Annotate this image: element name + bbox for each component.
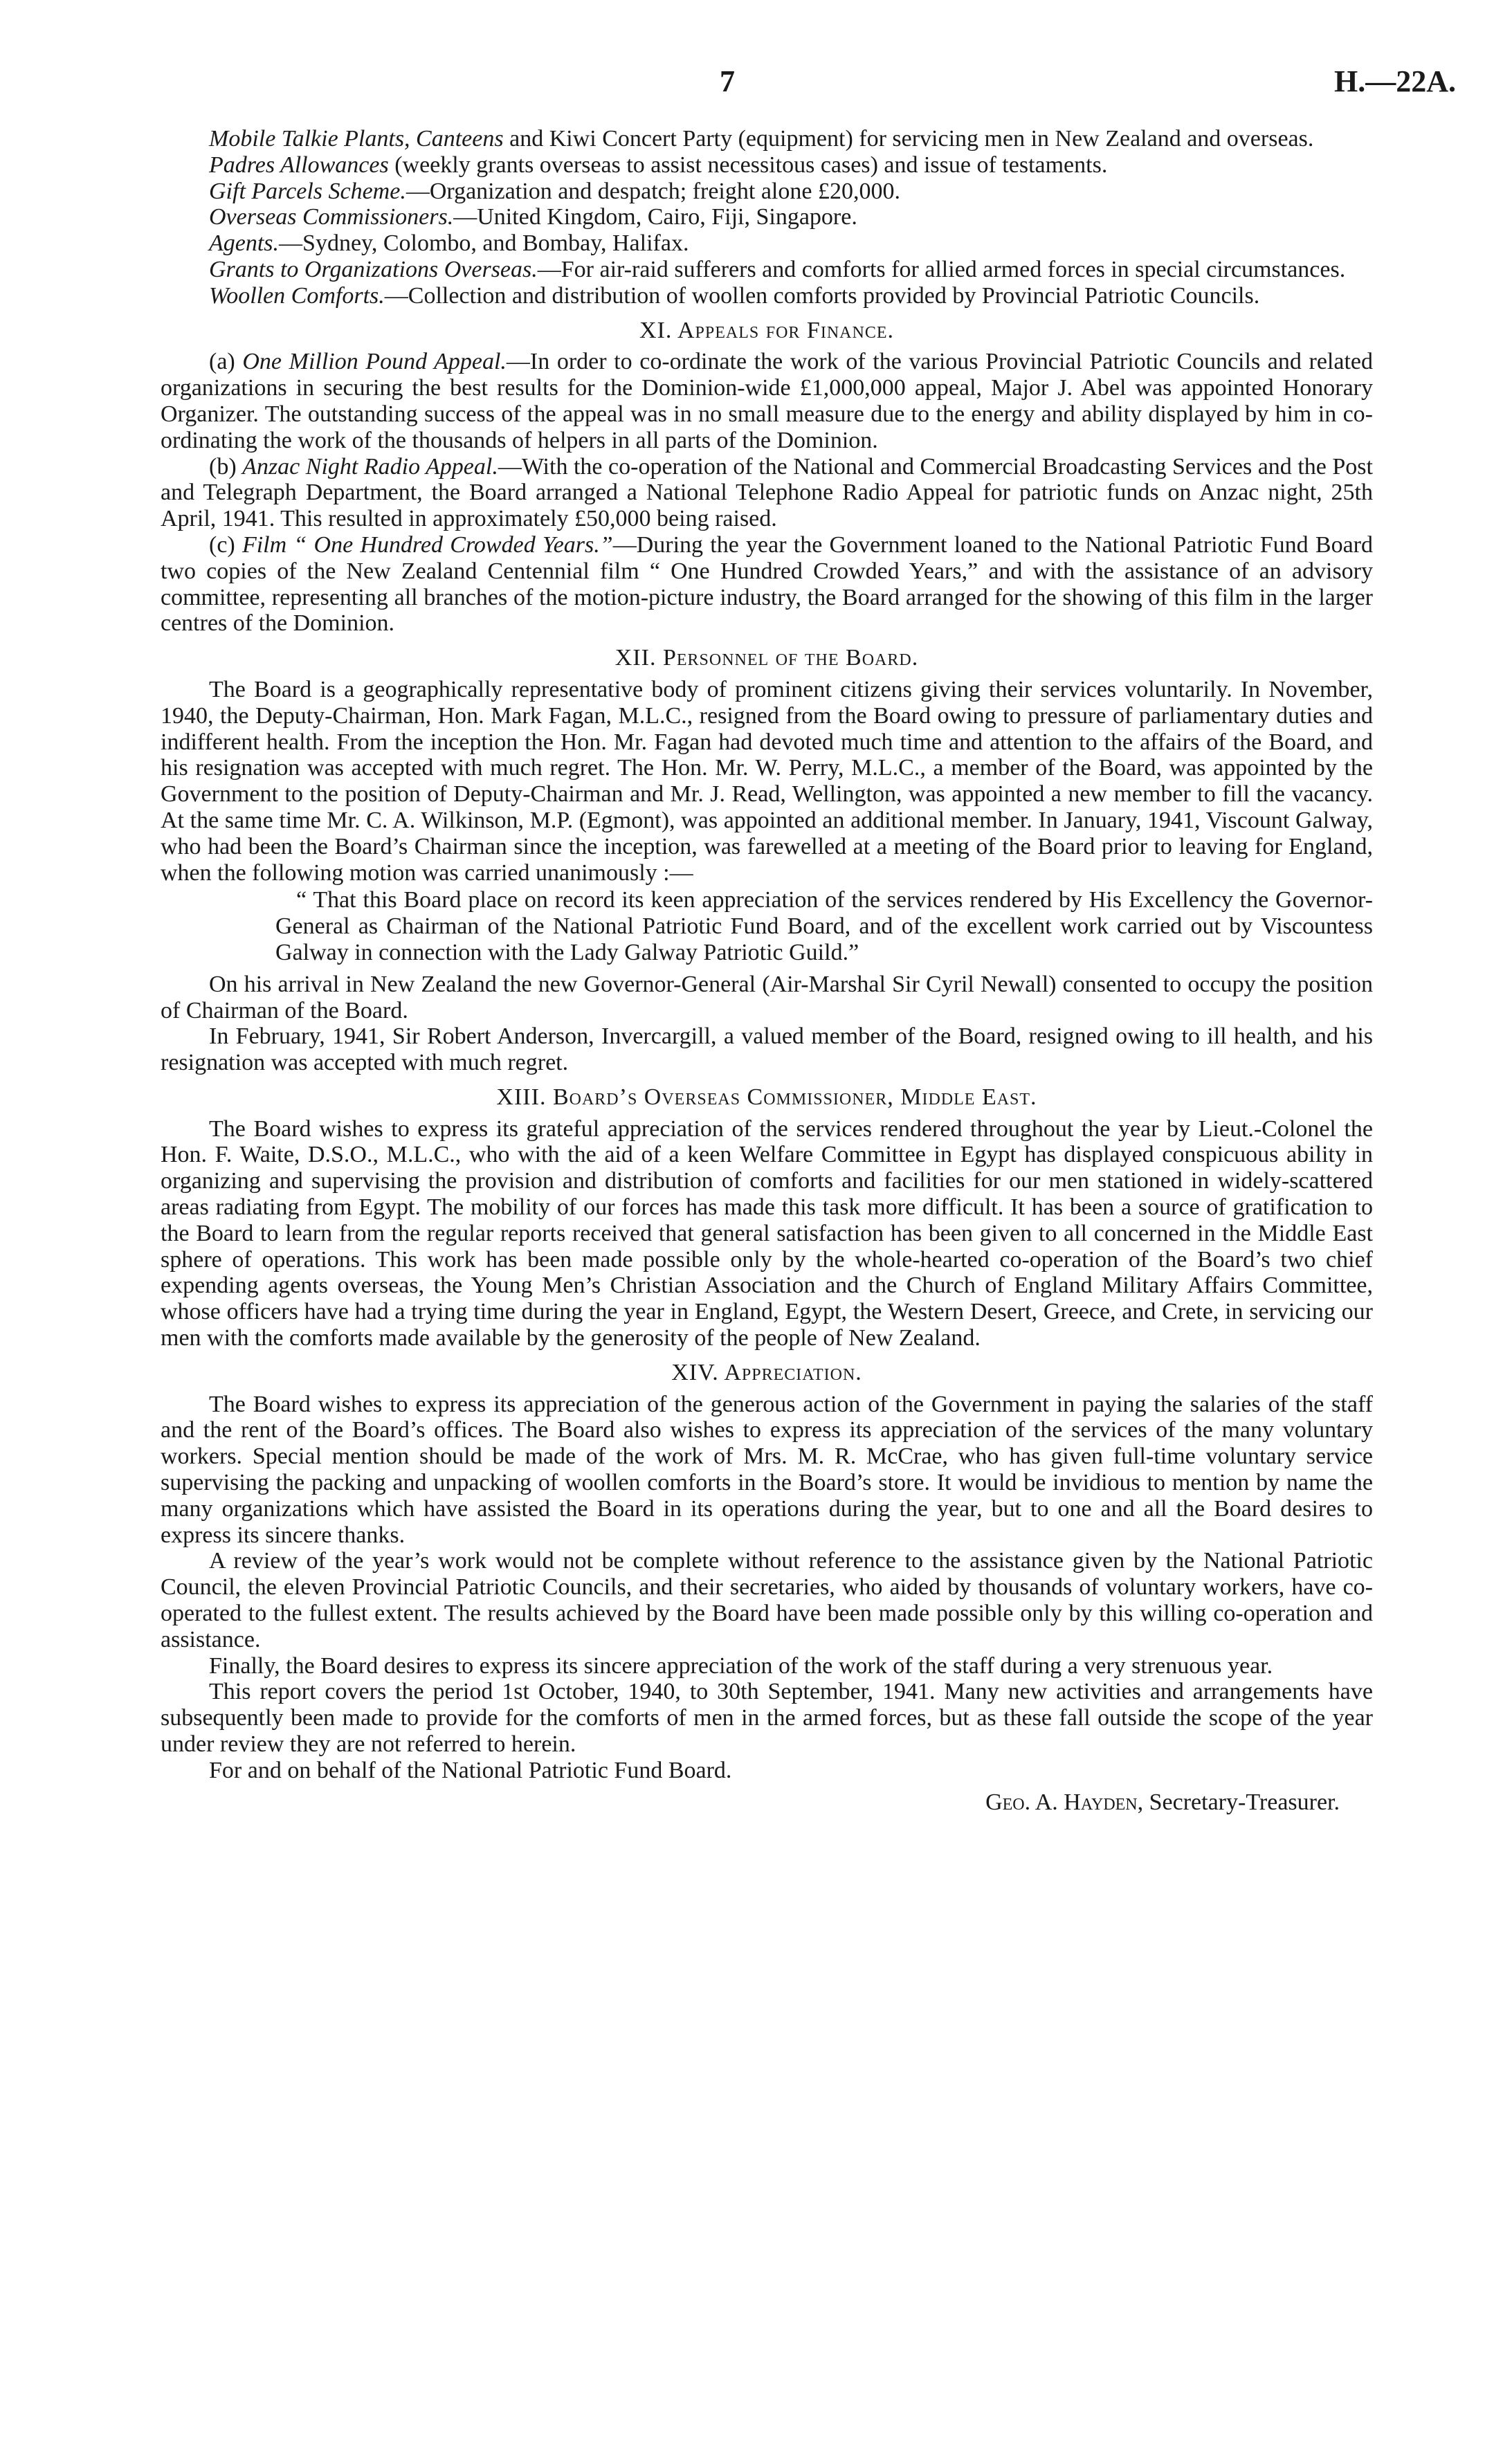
activity-item: Overseas Commissioners.—United Kingdom, Cairo, Fiji, Singapore.	[209, 204, 857, 230]
section-heading: XII. Personnel of the Board.	[614, 645, 919, 671]
activity-item: Agents.—Sydney, Colombo, and Bombay, Halifax.	[209, 230, 689, 257]
section-appreciation	[161, 1360, 1373, 1758]
section-overseas-commissioner	[161, 1084, 1373, 1351]
paragraph: Finally, the Board desires to express its sincere appreciation of the work of the staff during a very strenuous year.	[209, 1652, 1273, 1679]
page-number: 7	[720, 64, 735, 98]
paragraph: The Board is a geographically representative body of prominent citizens giving their services voluntarily. In November, 1940, the Deputy-Chairman, Hon. Mark Fagan, M.L.C., resigned from the Board owing to pressure of parliamentary duties and indifferent health. From the inception the Hon. Mr. Fagan had devoted much time and attention to the affairs of the Board, and his resignation was accepted with much regret. The Hon. Mr. W. Perry, M.L.C., a member of the Board, was appointed by the Government to the position of Deputy-Chairman and Mr. J. Read, Wellington, was appointed a new member to fill the vacancy. At the same time Mr. C. A. Wilkinson, M.P. (Egmont), was appointed an additional member. In January, 1941, Viscount Galway, who had been the Board’s Chairman since the inception, was farewelled at a meeting of the Board prior to leaving for England, when the following motion was carried unanimously :—	[161, 676, 1373, 886]
activity-item: Woollen Comforts.—Collection and distribution of woollen comforts provided by Provincial Patriotic Councils.	[209, 282, 1260, 309]
paragraph: On his arrival in New Zealand the new Governor-General (Air-Marshal Sir Cyril Newall) consented to occupy the position of Chairman of the Board.	[161, 971, 1373, 1023]
paragraph: A review of the year’s work would not be complete without reference to the assistance given by the National Patriotic Council, the eleven Provincial Patriotic Councils, and their secretaries, who aided by thousands of voluntary workers, have co-operated to the fullest extent. The results achieved by the Board have been made possible only by this willing co-operation and assistance.	[161, 1548, 1373, 1652]
closing-line: For and on behalf of the National Patriotic Fund Board.	[209, 1757, 732, 1783]
paragraph: (a) One Million Pound Appeal.—In order to co-ordinate the work of the various Provincial Patriotic Councils and related organizations in securing the best results for the Dominion-wide £1,000,000 appeal, Major J. Abel was appointed Honorary Organizer. The outstanding success of the appeal was in no small measure due to the energy and ability displayed by him in co-ordinating the work of the thousands of helpers in all parts of the Dominion.	[161, 349, 1373, 453]
activity-item: Padres Allowances (weekly grants overseas to assist necessitous cases) and issue of testaments.	[209, 152, 1108, 178]
activity-item: Gift Parcels Scheme.—Organization and despatch; freight alone £20,000.	[209, 178, 900, 204]
section-heading: XIII. Board’s Overseas Commissioner, Middle East.	[496, 1084, 1037, 1110]
section-personnel-of-the-board	[161, 645, 1373, 1076]
signature-title: , Secretary-Treasurer.	[1137, 1789, 1340, 1815]
section-heading: XIV. Appreciation.	[671, 1359, 862, 1385]
paragraph: (c) Film “ One Hundred Crowded Years.”—During the year the Government loaned to the National Patriotic Fund Board two copies of the New Zealand Centennial film “ One Hundred Crowded Years,” and with the assistance of an advisory committee, representing all branches of the motion-picture industry, the Board arranged for the showing of this film in the larger centres of the Dominion.	[161, 531, 1373, 637]
signature-name: Geo. A. Hayden	[985, 1789, 1138, 1815]
quoted-motion: “ That this Board place on record its keen appreciation of the services rendered by His Excellency the Governor-General as Chairman of the National Patriotic Fund Board, and of the excellent work carried out by Viscountess Galway in connection with the Lady Galway Patriotic Guild.”	[275, 887, 1373, 965]
paragraph: The Board wishes to express its appreciation of the generous action of the Government in paying the salaries of the staff and the rent of the Board’s offices. The Board also wishes to express its appreciation of the services of the many voluntary workers. Special mention should be made of the work of Mrs. M. R. McCrae, who has given full-time voluntary service supervising the packing and unpacking of woollen comforts in the Board’s store. It would be invidious to mention by name the many organizations which have assisted the Board in its operations during the year, but to one and all the Board desires to express its sincere thanks.	[161, 1391, 1373, 1548]
document-body	[161, 126, 1373, 1815]
section-appeals-for-finance	[161, 318, 1373, 637]
document-reference: H.—22A.	[1334, 64, 1456, 98]
paragraph: In February, 1941, Sir Robert Anderson, Invercargill, a valued member of the Board, resigned owing to ill health, and his resignation was accepted with much regret.	[161, 1023, 1373, 1076]
paragraph: (b) Anzac Night Radio Appeal.—With the co-operation of the National and Commercial Broadcasting Services and the Post and Telegraph Department, the Board arranged a National Telephone Radio Appeal for patriotic funds on Anzac night, 25th April, 1941. This resulted in approximately £50,000 being raised.	[161, 453, 1373, 532]
signature	[161, 1789, 1373, 1816]
activities-list	[161, 126, 1373, 309]
activity-item: Grants to Organizations Overseas.—For air-raid sufferers and comforts for allied armed forces in special circumstances.	[209, 256, 1346, 282]
paragraph: The Board wishes to express its grateful appreciation of the services rendered throughout the year by Lieut.-Colonel the Hon. F. Waite, D.S.O., M.L.C., who with the aid of a keen Welfare Committee in Egypt has displayed conspicuous ability in organizing and supervising the provision and distribution of comforts and facilities for our men stationed in widely-scattered areas radiating from Egypt. The mobility of our forces has made this task more difficult. It has been a source of gratification to the Board to learn from the regular reports received that general satisfaction has been given to all concerned in the Middle East sphere of operations. This work has been made possible only by the whole-hearted co-operation of the Board’s two chief expending agents overseas, the Young Men’s Christian Association and the Church of England Military Affairs Committee, whose officers have had a trying time during the year in England, Egypt, the Western Desert, Greece, and Crete, in servicing our men with the comforts made available by the generosity of the people of New Zealand.	[161, 1115, 1373, 1351]
section-heading: XI. Appeals for Finance.	[639, 317, 894, 343]
activity-item: Mobile Talkie Plants, Canteens and Kiwi Concert Party (equipment) for servicing men in New Zealand and overseas.	[209, 126, 1314, 152]
paragraph: This report covers the period 1st October, 1940, to 30th September, 1941. Many new activities and arrangements have subsequently been made to provide for the comforts of men in the armed forces, but as these fall outside the scope of the year under review they are not referred to herein.	[161, 1679, 1373, 1758]
